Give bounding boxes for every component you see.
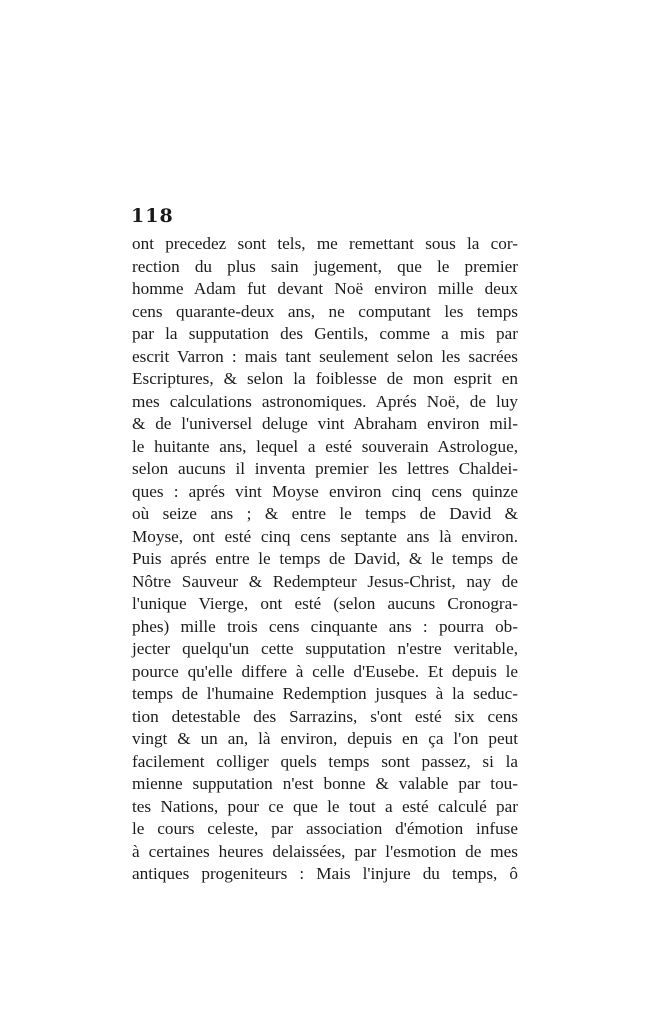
text-line: ques : aprés vint Moyse environ cinq cens quinze: [132, 481, 518, 501]
text-line: vingt & un an, là environ, depuis en ça l'on peut: [132, 729, 518, 748]
body-text: [132, 233, 518, 886]
text-line: par la supputation des Gentils, comme a mis par: [132, 324, 518, 343]
text-line: selon aucuns il inventa premier les lettres Chaldei-: [132, 459, 518, 478]
text-line: & de l'universel deluge vint Abraham environ mil-: [132, 414, 518, 433]
text-line: cens quarante-deux ans, ne computant les temps: [132, 301, 518, 321]
text-line: facilement colliger quels temps sont passez, si la: [132, 751, 518, 771]
text-line: le cours celeste, par association d'émotion infuse: [132, 819, 518, 838]
text-line: où seize ans ; & entre le temps de David &: [132, 504, 518, 523]
text-line: Puis aprés entre le temps de David, & le temps de: [132, 549, 518, 568]
text-line: escrit Varron : mais tant seulement selon les sacrées: [132, 346, 518, 366]
text-line: mes calculations astronomiques. Aprés Noë, de luy: [132, 391, 518, 411]
text-line: Nôtre Sauveur & Redempteur Jesus-Christ, nay de: [132, 571, 518, 591]
text-line: l'unique Vierge, ont esté (selon aucuns Cronogra-: [132, 594, 518, 613]
text-line: tes Nations, pour ce que le tout a esté calculé par: [132, 796, 518, 816]
text-line: phes) mille trois cens cinquante ans : pourra ob-: [132, 616, 518, 636]
page-number: 118: [131, 205, 174, 227]
text-line: le huitante ans, lequel a esté souverain Astrologue,: [132, 436, 518, 456]
text-line: pource qu'elle differe à celle d'Eusebe. Et depuis le: [132, 661, 518, 681]
text-line: jecter quelqu'un cette supputation n'estre veritable,: [132, 639, 518, 658]
text-line: mienne supputation n'est bonne & valable par tou-: [132, 774, 518, 793]
text-line: rection du plus sain jugement, que le premier: [132, 256, 518, 276]
text-line: temps de l'humaine Redemption jusques à la seduc-: [132, 684, 518, 703]
text-line: à certaines heures delaissées, par l'esmotion de mes: [132, 841, 518, 861]
text-line: tion detestable des Sarrazins, s'ont esté six cens: [132, 706, 518, 726]
text-line: ont precedez sont tels, me remettant sous la cor-: [132, 234, 518, 253]
text-line: antiques progeniteurs : Mais l'injure du temps, ô: [132, 864, 518, 883]
text-line: Moyse, ont esté cinq cens septante ans là environ.: [132, 526, 518, 546]
text-line: Escriptures, & selon la foiblesse de mon esprit en: [132, 369, 518, 388]
text-line: homme Adam fut devant Noë environ mille deux: [132, 279, 518, 298]
